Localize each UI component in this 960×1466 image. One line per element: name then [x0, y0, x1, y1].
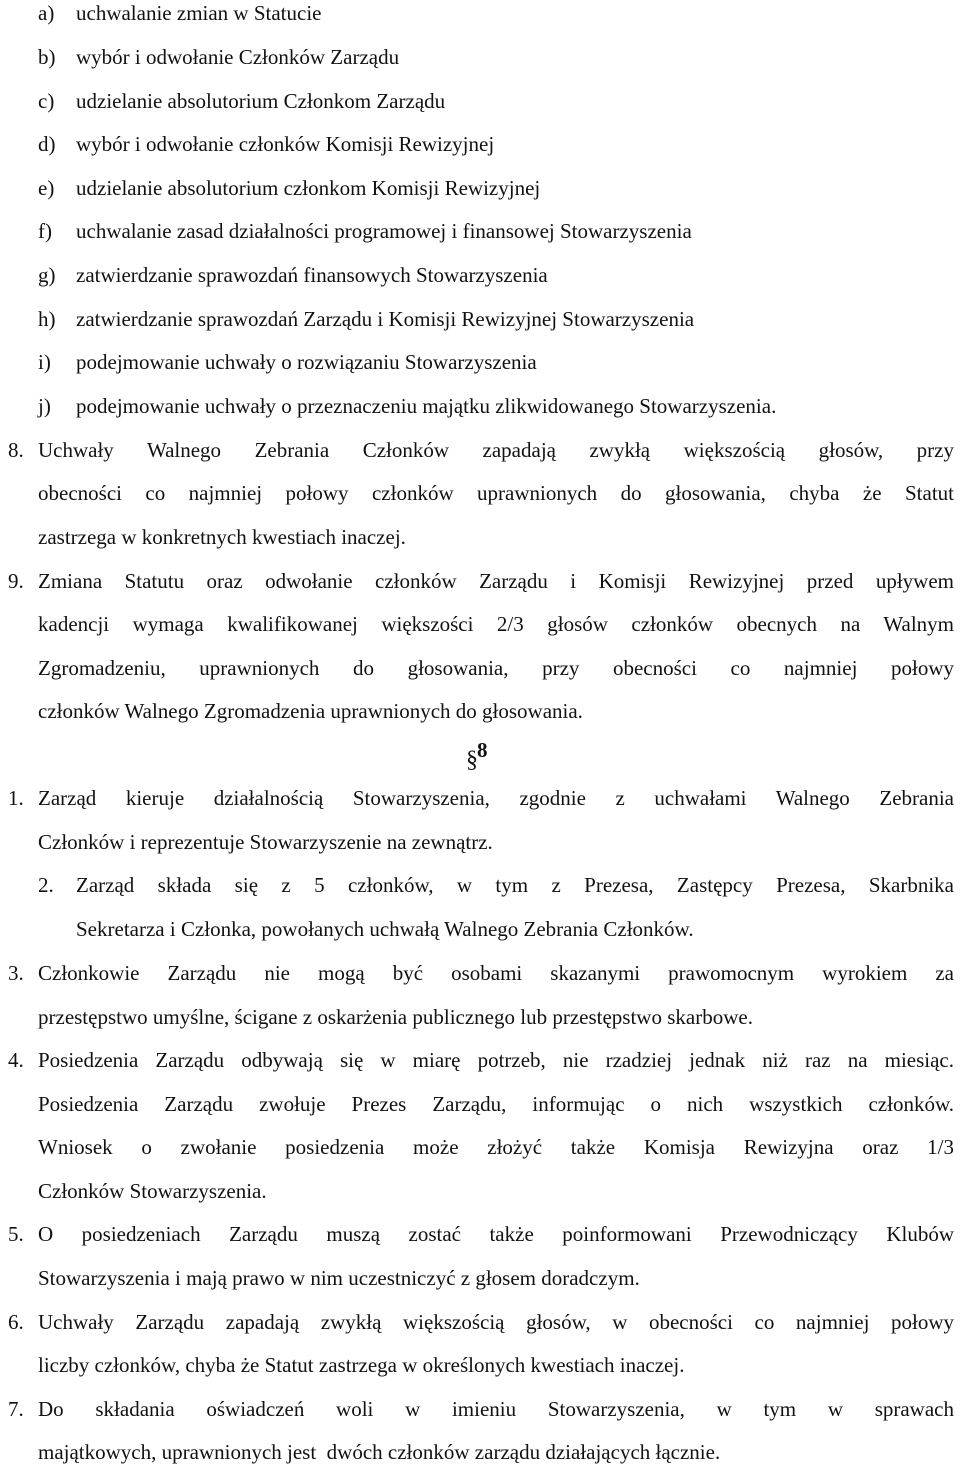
- list-item-text: podejmowanie uchwały o rozwiązaniu Stowarzyszenia: [76, 350, 537, 374]
- list-marker: h): [38, 307, 56, 331]
- point-number: 3.: [8, 961, 24, 985]
- point-number: 2.: [38, 873, 54, 897]
- list-item-text: zatwierdzanie sprawozdań finansowych Stowarzyszenia: [76, 263, 548, 287]
- point-number: 9.: [8, 569, 24, 593]
- list-marker: i): [38, 350, 51, 374]
- paragraph-line: Zarząd składa się z 5 członków, w tym z Prezesa, Zastępcy Prezesa, Skarbnika: [76, 873, 954, 897]
- paragraph-line: Członków Stowarzyszenia.: [38, 1179, 267, 1203]
- list-marker: j): [38, 394, 51, 418]
- paragraph-line: Uchwały Walnego Zebrania Członków zapadają zwykłą większością głosów, przy: [38, 438, 954, 462]
- paragraph-line: Stowarzyszenia i mają prawo w nim uczestniczyć z głosem doradczym.: [38, 1266, 640, 1290]
- section-number: 8: [477, 738, 488, 762]
- paragraph-line: Zmiana Statutu oraz odwołanie członków Zarządu i Komisji Rewizyjnej przed upływem: [38, 569, 954, 593]
- paragraph-line: Posiedzenia Zarządu odbywają się w miarę potrzeb, nie rzadziej jednak niż raz na miesiąc.: [38, 1048, 954, 1072]
- point-number: 1.: [8, 786, 24, 810]
- point-number: 5.: [8, 1222, 24, 1246]
- paragraph-line: Sekretarza i Członka, powołanych uchwałą Walnego Zebrania Członków.: [76, 917, 694, 941]
- point-number: 7.: [8, 1397, 24, 1421]
- list-marker: a): [38, 1, 55, 25]
- paragraph-line: liczby członków, chyba że Statut zastrzega w określonych kwestiach inaczej.: [38, 1353, 685, 1377]
- paragraph-line: członków Walnego Zgromadzenia uprawnionych do głosowania.: [38, 699, 583, 723]
- point-number: 8.: [8, 438, 24, 462]
- paragraph-line: Wniosek o zwołanie posiedzenia może złożyć także Komisja Rewizyjna oraz 1/3: [38, 1135, 954, 1159]
- paragraph-line: Do składania oświadczeń woli w imieniu Stowarzyszenia, w tym w sprawach: [38, 1397, 954, 1421]
- paragraph-line: kadencji wymaga kwalifikowanej większości 2/3 głosów członków obecnych na Walnym: [38, 612, 954, 636]
- list-item-text: wybór i odwołanie Członków Zarządu: [76, 45, 400, 69]
- paragraph-line: Zarząd kieruje działalnością Stowarzyszenia, zgodnie z uchwałami Walnego Zebrania: [38, 786, 954, 810]
- paragraph-line: przestępstwo umyślne, ścigane z oskarżenia publicznego lub przestępstwo skarbowe.: [38, 1005, 753, 1029]
- list-marker: g): [38, 263, 56, 287]
- list-marker: b): [38, 45, 56, 69]
- list-item-text: wybór i odwołanie członków Komisji Rewizyjnej: [76, 132, 495, 156]
- paragraph-line: zastrzega w konkretnych kwestiach inaczej.: [38, 525, 406, 549]
- paragraph-line: Uchwały Zarządu zapadają zwykłą większością głosów, w obecności co najmniej połowy: [38, 1310, 954, 1334]
- list-item-text: uchwalanie zasad działalności programowej i finansowej Stowarzyszenia: [76, 219, 692, 243]
- paragraph-line: majątkowych, uprawnionych jest dwóch członków zarządu działających łącznie.: [38, 1440, 721, 1464]
- list-marker: f): [38, 219, 52, 243]
- paragraph-line: Posiedzenia Zarządu zwołuje Prezes Zarządu, informując o nich wszystkich członków.: [38, 1092, 954, 1116]
- section-heading: [466, 737, 496, 777]
- list-marker: c): [38, 89, 55, 113]
- section-symbol: §: [466, 747, 478, 773]
- paragraph-line: Zgromadzeniu, uprawnionych do głosowania, przy obecności co najmniej połowy: [38, 656, 954, 680]
- list-marker: d): [38, 132, 56, 156]
- list-item-text: zatwierdzanie sprawozdań Zarządu i Komisji Rewizyjnej Stowarzyszenia: [76, 307, 695, 331]
- paragraph-line: Członków i reprezentuje Stowarzyszenie na zewnątrz.: [38, 830, 493, 854]
- paragraph-line: Członkowie Zarządu nie mogą być osobami skazanymi prawomocnym wyrokiem za: [38, 961, 954, 985]
- paragraph-line: O posiedzeniach Zarządu muszą zostać także poinformowani Przewodniczący Klubów: [38, 1222, 954, 1246]
- point-number: 4.: [8, 1048, 24, 1072]
- paragraph-line: obecności co najmniej połowy członków uprawnionych do głosowania, chyba że Statut: [38, 481, 954, 505]
- list-marker: e): [38, 176, 55, 200]
- list-item-text: udzielanie absolutorium Członkom Zarządu: [76, 89, 446, 113]
- list-item-text: uchwalanie zmian w Statucie: [76, 1, 322, 25]
- list-item-text: podejmowanie uchwały o przeznaczeniu majątku zlikwidowanego Stowarzyszenia.: [76, 394, 777, 418]
- point-number: 6.: [8, 1310, 24, 1334]
- list-item-text: udzielanie absolutorium członkom Komisji Rewizyjnej: [76, 176, 541, 200]
